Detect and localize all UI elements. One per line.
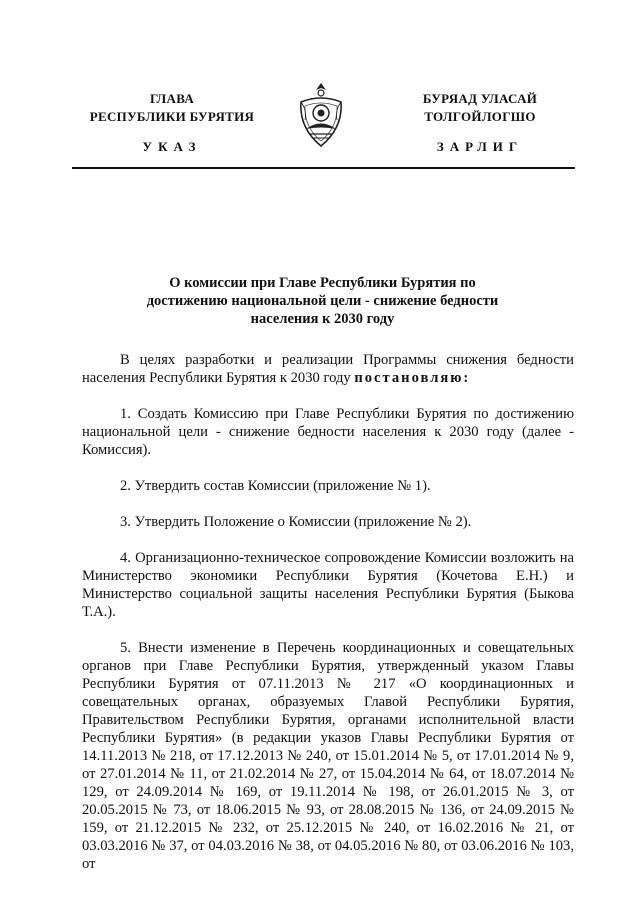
decree-verb: постановляю:: [354, 370, 471, 386]
issuer-russian: [62, 90, 282, 126]
issuer-buryat-line1: БУРЯАД УЛАСАЙ: [422, 91, 538, 106]
decree-label-russian: УКАЗ: [142, 139, 202, 154]
document-title: [110, 274, 535, 328]
title-line: населения к 2030 году: [250, 311, 395, 327]
issuer-russian-line1: ГЛАВА: [149, 91, 195, 106]
clause-5: 5. Внести изменение в Перечень координационных и совещательных органов при Главе Республики Бурятия, утвержденный указом Главы Республики Бурятия от 07.11.2013 № 217 «О координационных и совещательных органах, образуемых Главой Республики Бурятия, Правительством Республики Бурятия, органами исполнительной власти Республики Бурятия» (в редакции указов Главы Республики Бурятия от 14.11.2013 № 218, от 17.12.2013 № 240, от 15.01.2014 № 5, от 17.01.2014 № 9, от 27.01.2014 № 11, от 21.02.2014 № 27, от 15.04.2014 № 64, от 18.07.2014 № 129, от 24.09.2014 № 169, от 19.11.2014 № 198, от 26.01.2015 № 3, от 20.05.2015 № 73, от 18.06.2015 № 93, от 28.08.2015 № 136, от 24.09.2015 № 159, от 21.12.2015 № 232, от 25.12.2015 № 240, от 16.02.2016 № 21, от 03.03.2016 № 37, от 04.03.2016 № 38, от 04.05.2016 № 80, от 03.06.2016 № 103, от: [82, 640, 574, 872]
intro-paragraph: [82, 351, 574, 387]
title-line: достижению национальной цели - снижение бедности: [146, 293, 499, 309]
clause-3: 3. Утвердить Положение о Комиссии (приложение № 2).: [120, 514, 472, 530]
clause-2: 2. Утвердить состав Комиссии (приложение № 1).: [120, 478, 431, 494]
coat-of-arms-icon: [295, 80, 347, 152]
clause-1: 1. Создать Комиссию при Главе Республики Бурятия по достижению национальной цели - снижение бедности населения к 2030 году (далее - Комиссия).: [82, 406, 574, 458]
intro-text: В целях разработки и реализации Программы снижения бедности населения Республики Бурятия к 2030 году: [82, 352, 574, 386]
issuer-russian-line2: РЕСПУБЛИКИ БУРЯТИЯ: [89, 109, 255, 124]
decree-label-buryat: ЗАРЛИГ: [436, 139, 524, 154]
issuer-buryat: [370, 90, 590, 126]
header-divider: [72, 167, 575, 169]
title-line: О комиссии при Главе Республики Бурятия по: [169, 275, 476, 291]
document-body: [82, 351, 574, 873]
clause-4: 4. Организационно-техническое сопровождение Комиссии возложить на Министерство экономики Республики Бурятия (Кочетова Е.Н.) и Министерство социальной защиты населения Республики Бурятия (Быкова Т.А.).: [82, 550, 574, 620]
issuer-buryat-line2: ТОЛГОЙЛОГШО: [424, 109, 536, 124]
